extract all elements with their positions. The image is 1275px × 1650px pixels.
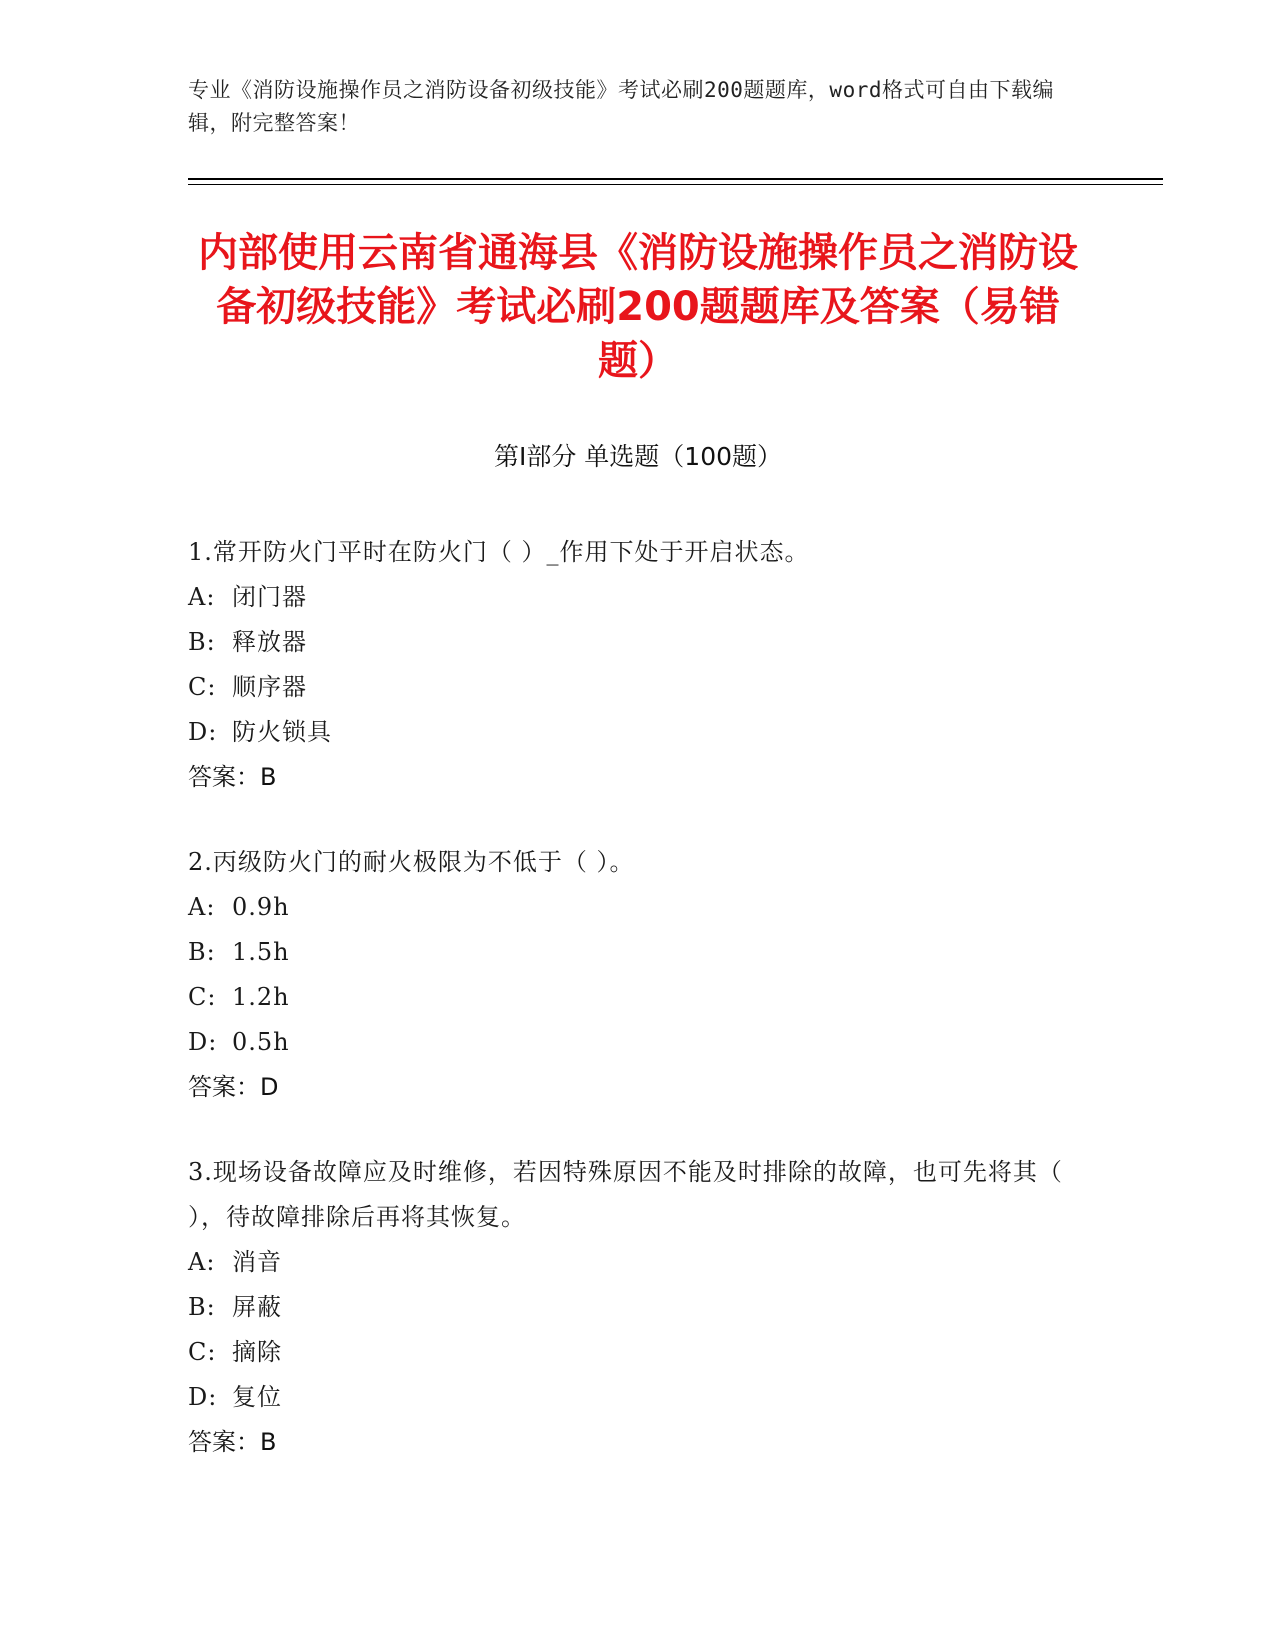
answer: 答案：B xyxy=(188,763,277,791)
option-letter: B: xyxy=(188,628,216,656)
option-letter: A: xyxy=(188,893,216,921)
option-text: 释放器 xyxy=(232,628,307,656)
option-letter: A: xyxy=(188,1248,216,1276)
option-text: 顺序器 xyxy=(232,673,307,701)
option-text: 0.5h xyxy=(232,1028,290,1056)
option-c xyxy=(188,975,1068,1020)
option-d xyxy=(188,710,1068,755)
option-text: 0.9h xyxy=(232,893,290,921)
option-text: 闭门器 xyxy=(232,583,307,611)
option-letter: B: xyxy=(188,1293,216,1321)
question-stem: 2.丙级防火门的耐火极限为不低于（ ）。 xyxy=(188,848,635,876)
header-rule-thick xyxy=(188,178,1163,180)
question-2 xyxy=(188,840,1068,1110)
header-note: 专业《消防设施操作员之消防设备初级技能》考试必刷200题题库，word格式可自由下载编辑，附完整答案！ xyxy=(188,78,1054,135)
option-letter: C: xyxy=(188,1338,217,1366)
option-a xyxy=(188,885,1068,930)
question-stem: 1.常开防火门平时在防火门（ ）_作用下处于开启状态。 xyxy=(188,538,810,566)
option-text: 复位 xyxy=(232,1383,282,1411)
option-c xyxy=(188,665,1068,710)
option-a xyxy=(188,1240,1068,1285)
option-letter: B: xyxy=(188,938,216,966)
option-d xyxy=(188,1020,1068,1065)
option-letter: C: xyxy=(188,673,217,701)
option-letter: C: xyxy=(188,983,217,1011)
question-1 xyxy=(188,530,1068,800)
header-rule-thin xyxy=(188,184,1163,185)
option-text: 消音 xyxy=(232,1248,282,1276)
section-heading: 第Ⅰ部分 单选题（100题） xyxy=(493,442,783,471)
question-stem: 3.现场设备故障应及时维修，若因特殊原因不能及时排除的故障，也可先将其（ ），待故障排除后再将其恢复。 xyxy=(188,1158,1063,1231)
answer: 答案：B xyxy=(188,1428,277,1456)
option-b xyxy=(188,620,1068,665)
document-title: 内部使用云南省通海县《消防设施操作员之消防设备初级技能》考试必刷200题题库及答案（易错题） xyxy=(198,230,1078,384)
option-letter: A: xyxy=(188,583,216,611)
option-b xyxy=(188,930,1068,975)
option-text: 屏蔽 xyxy=(232,1293,282,1321)
option-d xyxy=(188,1375,1068,1420)
option-text: 防火锁具 xyxy=(232,718,332,746)
option-letter: D: xyxy=(188,718,218,746)
option-letter: D: xyxy=(188,1383,218,1411)
option-c xyxy=(188,1330,1068,1375)
question-list xyxy=(188,530,1068,1505)
option-a xyxy=(188,575,1068,620)
option-text: 1.2h xyxy=(232,983,290,1011)
option-text: 1.5h xyxy=(232,938,290,966)
option-b xyxy=(188,1285,1068,1330)
option-letter: D: xyxy=(188,1028,218,1056)
option-text: 摘除 xyxy=(232,1338,282,1366)
answer: 答案：D xyxy=(188,1073,279,1101)
question-3 xyxy=(188,1150,1068,1465)
